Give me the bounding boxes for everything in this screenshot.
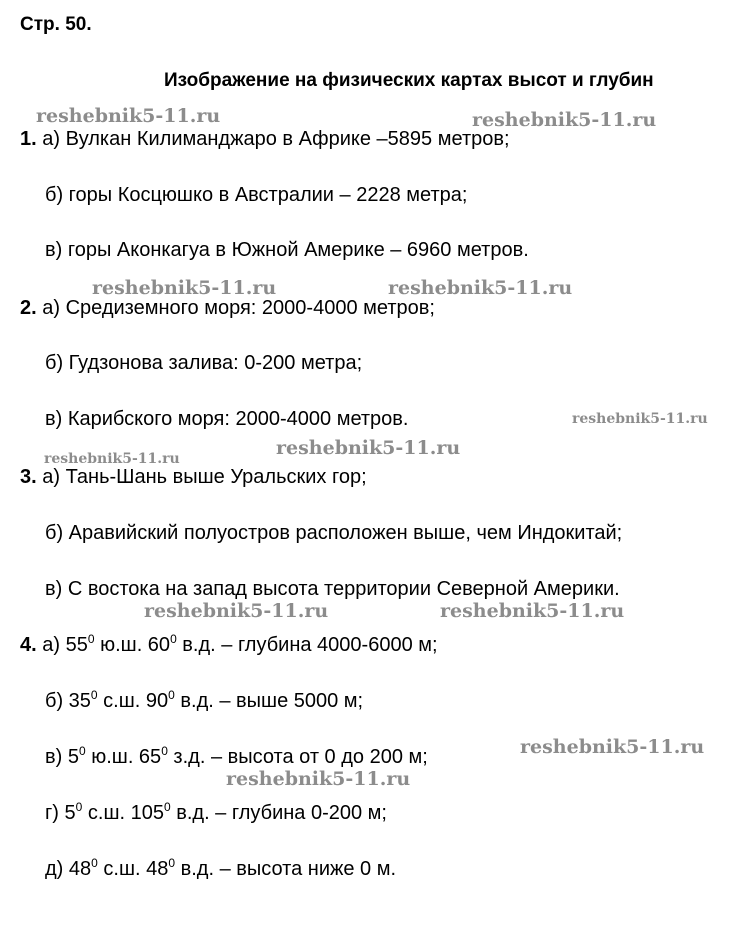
question-2-number: 2. xyxy=(20,297,37,319)
watermark: reshebnik5-11.ru xyxy=(36,105,221,127)
question-4-item-a: 4. а) $55^0$ ю.ш. $60^0$ в.д. – глубина 4000-6000 м; xyxy=(20,632,438,656)
question-2-item-a: 2. а) Средиземного моря: 2000-4000 метров; xyxy=(20,297,435,319)
watermark: reshebnik5-11.ru xyxy=(226,768,411,790)
question-1-number: 1. xyxy=(20,128,37,150)
question-1-item-a: 1. а) Вулкан Килиманджаро в Африке –5895 метров; xyxy=(20,128,510,150)
question-4-item-d: г) $5^0$ с.ш. $105^0$ в.д. – глубина 0-200 м; xyxy=(45,800,387,824)
watermark: reshebnik5-11.ru xyxy=(472,109,657,131)
watermark: reshebnik5-11.ru xyxy=(144,600,329,622)
question-3-item-c: в) С востока на запад высота территории Северной Америки. xyxy=(45,578,620,600)
question-2-item-c: в) Карибского моря: 2000-4000 метров. xyxy=(45,408,409,430)
question-4-item-e: д) $48^0$ с.ш. $48^0$ в.д. – высота ниже 0 м. xyxy=(45,856,397,880)
question-1-item-b: б) горы Косцюшко в Австралии – 2228 метра; xyxy=(45,184,468,206)
question-4-item-c: в) $5^0$ ю.ш. $65^0$ з.д. – высота от 0 до 200 м; xyxy=(45,744,428,768)
watermark: reshebnik5-11.ru xyxy=(276,437,461,459)
question-3-number: 3. xyxy=(20,466,37,488)
page-heading: Изображение на физических картах высот и глубин xyxy=(164,70,654,91)
watermark: reshebnik5-11.ru xyxy=(520,736,705,758)
question-2-item-b: б) Гудзонова залива: 0-200 метра; xyxy=(45,352,363,374)
question-4-item-b: б) $35^0$ с.ш. $90^0$ в.д. – выше 5000 м; xyxy=(45,688,364,712)
question-1-item-c: в) горы Аконкагуа в Южной Америке – 6960 метров. xyxy=(45,239,529,261)
question-4-number: 4. xyxy=(20,634,37,656)
watermark: reshebnik5-11.ru xyxy=(44,451,180,467)
watermark: reshebnik5-11.ru xyxy=(388,277,573,299)
page-number: Стр. 50. xyxy=(20,14,92,35)
watermark: reshebnik5-11.ru xyxy=(92,277,277,299)
watermark: reshebnik5-11.ru xyxy=(572,411,708,427)
question-3-item-a: 3. а) Тань-Шань выше Уральских гор; xyxy=(20,466,367,488)
question-3-item-b: б) Аравийский полуостров расположен выше, чем Индокитай; xyxy=(45,522,623,544)
watermark: reshebnik5-11.ru xyxy=(440,600,625,622)
